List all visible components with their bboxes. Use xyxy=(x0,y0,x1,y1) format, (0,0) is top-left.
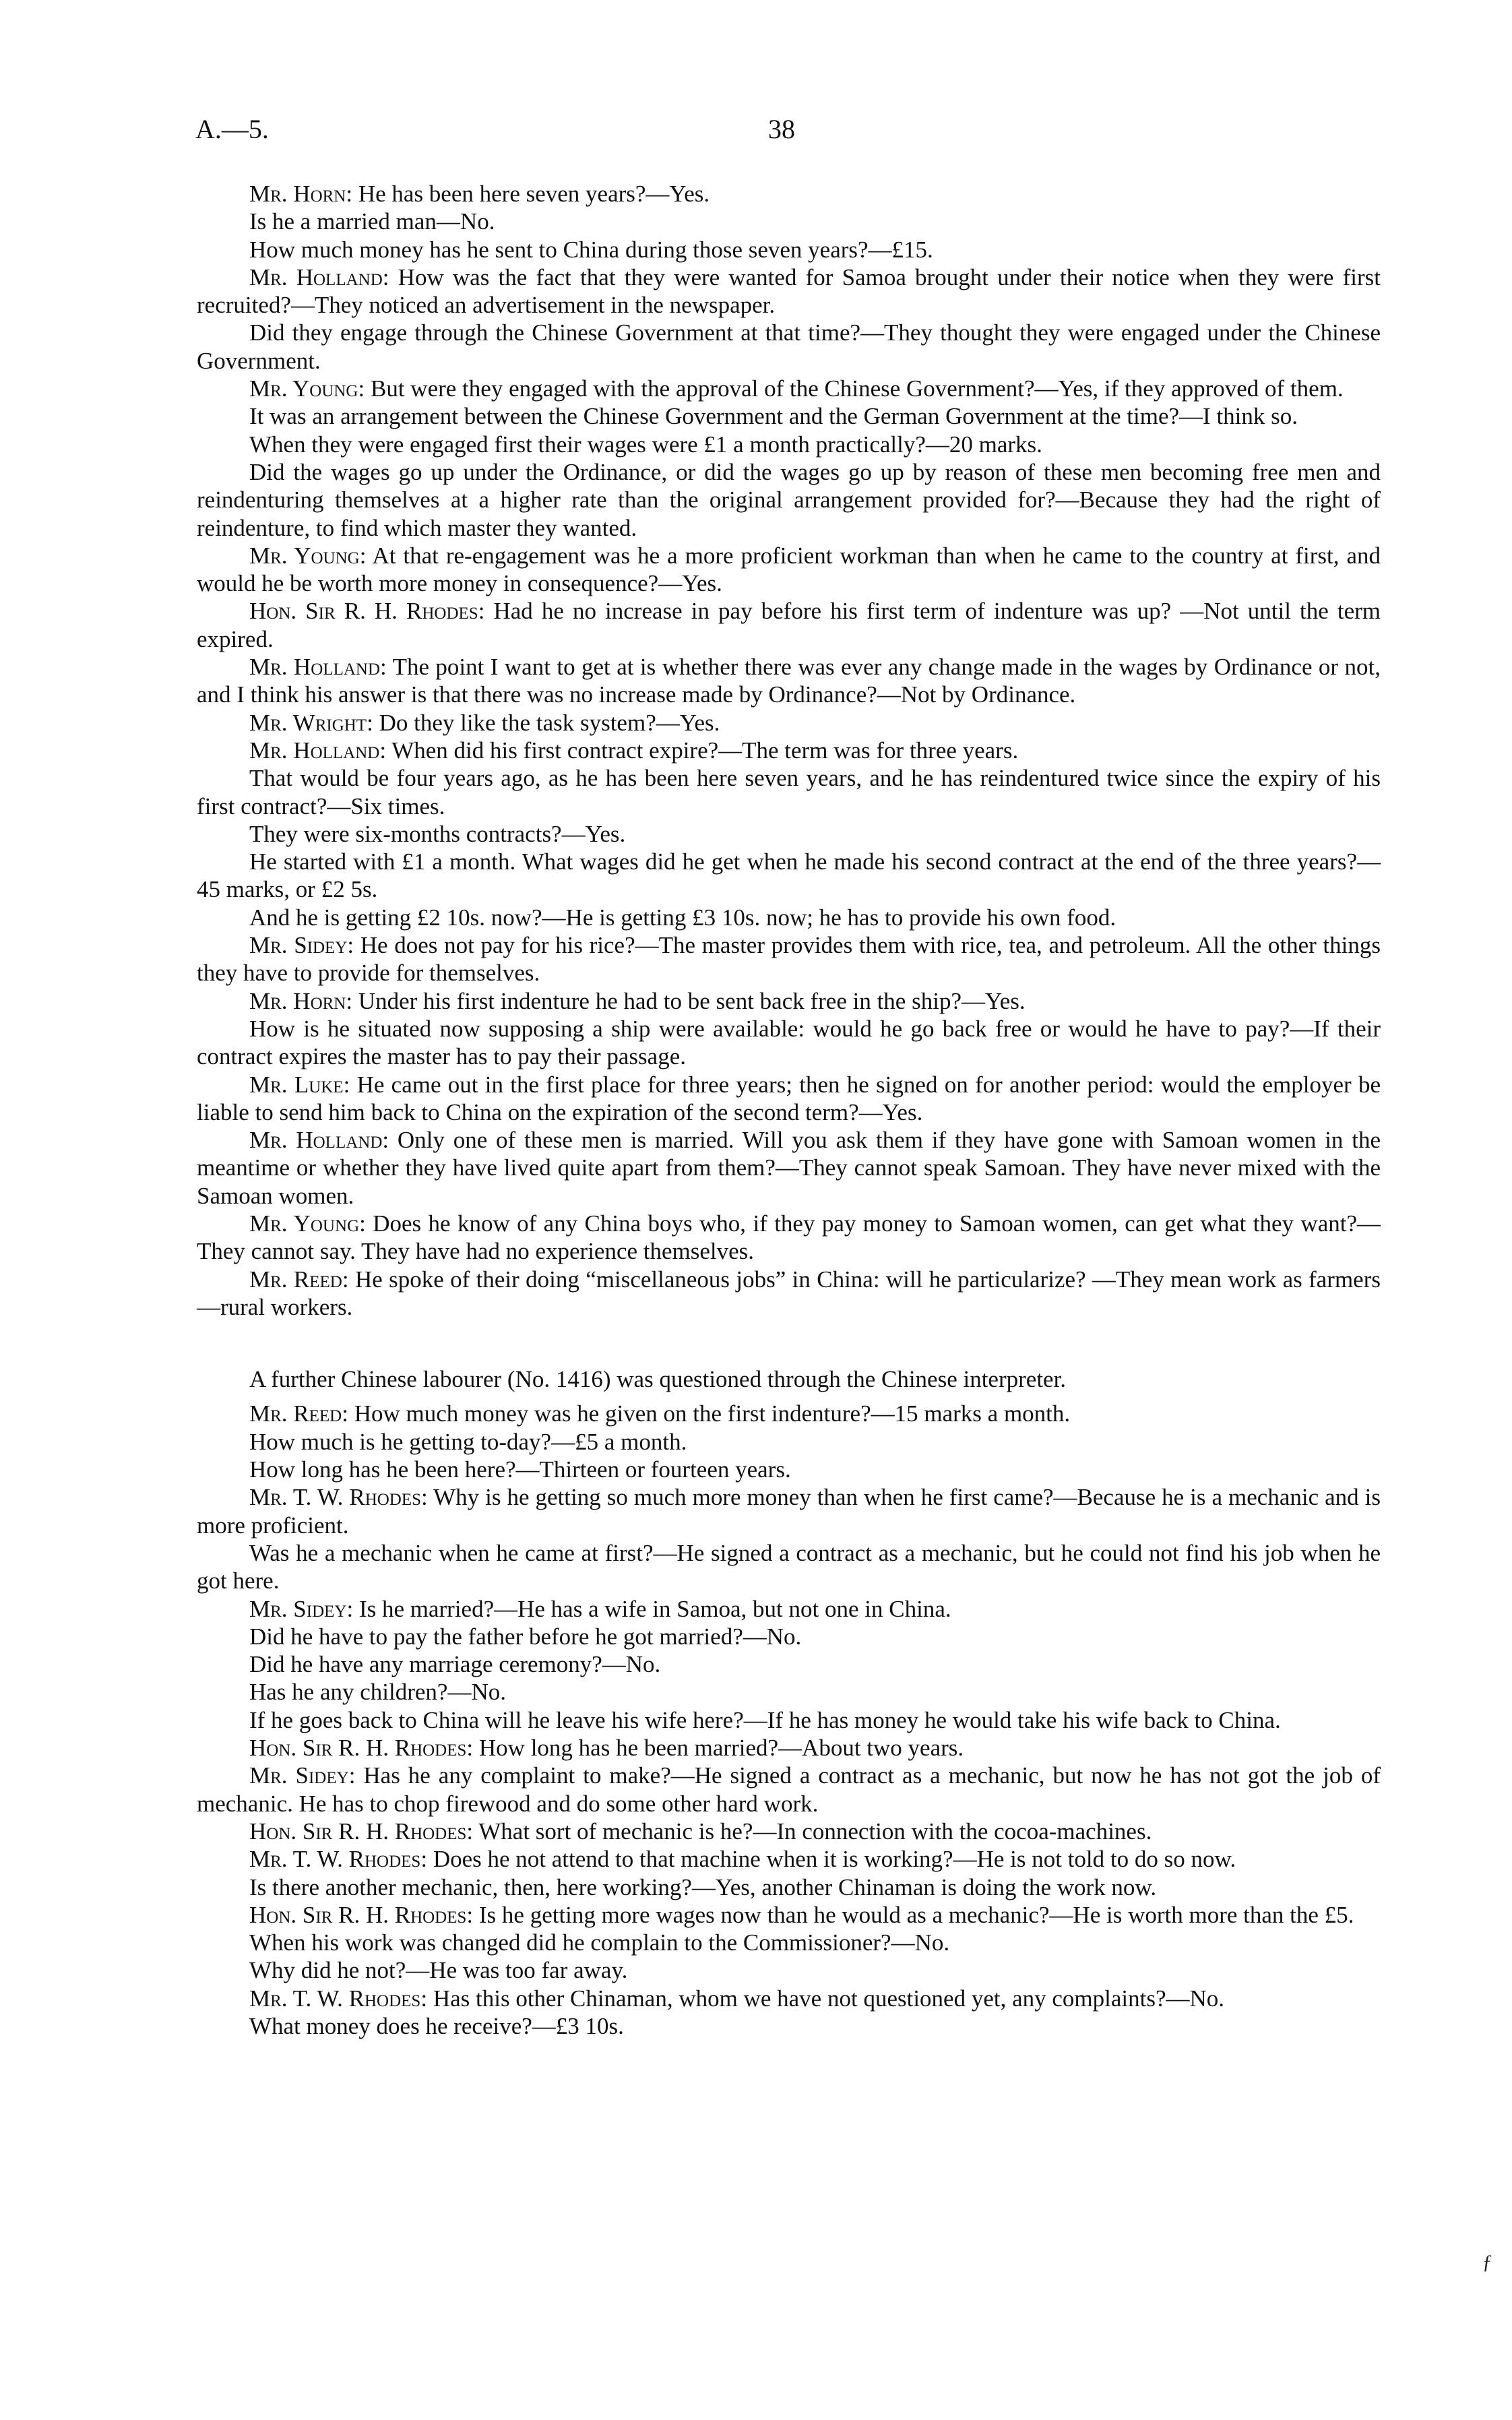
testimony-text: Is there another mechanic, then, here working?—Yes, another Chinaman is doing the work now. xyxy=(249,1873,1157,1900)
testimony-text: Has this other Chinaman, whom we have not questioned yet, any complaints?—No. xyxy=(433,1985,1225,2012)
testimony-paragraph xyxy=(197,458,1381,542)
testimony-text: How long has he been here?—Thirteen or fourteen years. xyxy=(249,1456,791,1483)
testimony-paragraph xyxy=(197,1873,1381,1901)
testimony-paragraph: Hon. Sir R. H. Rhodes: Is he getting more wages now than he would as a mechanic?—He is worth more than the £5. xyxy=(249,1901,1354,1928)
testimony-text: Does he not attend to that machine when it is working?—He is not told to do so now. xyxy=(433,1846,1236,1873)
speaker-name: Mr. Holland xyxy=(249,1127,383,1154)
testimony-paragraph xyxy=(197,848,1381,904)
testimony-paragraph xyxy=(197,1929,1381,1956)
testimony-text: He spoke of their doing “miscellaneous jobs” in China: will he particularize? —They mean work as farmers—rural workers. xyxy=(197,1266,1381,1320)
testimony-paragraph: Mr. T. W. Rhodes: Has this other Chinaman, whom we have not questioned yet, any complaints?—No. xyxy=(249,1985,1225,2012)
testimony-paragraph xyxy=(197,1015,1381,1071)
section-2-intro: A further Chinese labourer (No. 1416) was questioned through the Chinese interpreter. xyxy=(249,1366,1067,1393)
speaker-name: Hon. Sir R. H. Rhodes xyxy=(249,598,478,625)
speaker-name: Mr. Reed xyxy=(249,1266,342,1293)
speaker-name: Mr. Holland xyxy=(249,263,383,290)
testimony-paragraph xyxy=(197,1539,1381,1595)
speaker-name: Mr. Horn xyxy=(249,181,346,207)
testimony-text: How long has he been married?—About two years. xyxy=(478,1735,964,1762)
testimony-text: Do they like the task system?—Yes. xyxy=(379,709,720,736)
testimony-paragraph: Mr. Reed: How much money was he given on the first indenture?—15 marks a month. xyxy=(249,1400,1071,1427)
testimony-text: What sort of mechanic is he?—In connection with the cocoa-machines. xyxy=(478,1818,1152,1844)
speaker-name: Mr. Young xyxy=(249,375,358,402)
testimony-text: The point I want to get at is whether there was ever any change made in the wages by Ordinance or not, and I think his answer is that there was no increase made by Ordinance?—Not by Ordinance. xyxy=(197,654,1381,708)
testimony-paragraph: Mr. Horn: He has been here seven years?—Yes. xyxy=(249,181,710,207)
testimony-paragraph: Mr. Wright: Do they like the task system?—Yes. xyxy=(249,709,720,736)
testimony-text: Why did he not?—He was too far away. xyxy=(249,1957,628,1984)
testimony-text: How much is he getting to-day?—£5 a month. xyxy=(249,1428,687,1455)
testimony-paragraph: Mr. Holland: Only one of these men is married. Will you ask them if they have gone with Samoan women in the meantime or whether they have lived quite apart from them?—They cannot speak Samoan. They have never mixed with the Samoan women. xyxy=(197,1127,1381,1209)
testimony-text: It was an arrangement between the Chinese Government and the German Government at the time?—I think so. xyxy=(249,403,1298,430)
testimony-paragraph: Mr. Young: Does he know of any China boys who, if they pay money to Samoan women, can get what they want?—They cannot say. They have had no experience themselves. xyxy=(197,1210,1381,1265)
testimony-paragraph: Mr. Holland: When did his first contract expire?—The term was for three years. xyxy=(249,737,1019,764)
testimony-text: Did they engage through the Chinese Government at that time?—They thought they were engaged under the Chinese Government. xyxy=(197,319,1381,374)
speaker-name: Mr. Wright xyxy=(249,709,367,736)
testimony-paragraph xyxy=(197,1623,1381,1650)
testimony-text: How is he situated now supposing a ship were available: would he go back free or would he have to pay?—If their contract expires the master has to pay their passage. xyxy=(197,1015,1381,1070)
document-reference: A.—5. xyxy=(195,114,269,144)
testimony-section-1 xyxy=(197,180,1381,1321)
testimony-paragraph: Hon. Sir R. H. Rhodes: What sort of mechanic is he?—In connection with the cocoa-machines. xyxy=(249,1818,1152,1844)
testimony-text: What money does he receive?—£3 10s. xyxy=(249,2013,624,2039)
testimony-paragraph: Mr. Holland: How was the fact that they were wanted for Samoa brought under their notice when they were first recruited?—They noticed an advertisement in the newspaper. xyxy=(197,263,1381,319)
margin-mark: ƒ xyxy=(1482,2251,1492,2273)
speaker-name: Mr. Sidey xyxy=(249,932,348,959)
testimony-text: He does not pay for his rice?—The master provides them with rice, tea, and petroleum. All the other things they have to provide for themselves. xyxy=(197,932,1381,987)
testimony-paragraph xyxy=(197,319,1381,375)
testimony-paragraph xyxy=(197,1650,1381,1678)
testimony-text: Did he have any marriage ceremony?—No. xyxy=(249,1651,661,1678)
testimony-paragraph: Mr. Luke: He came out in the first place for three years; then he signed on for another period: would the employer be liable to send him back to China on the expiration of the second term?—Yes. xyxy=(197,1071,1381,1125)
testimony-text: He came out in the first place for three years; then he signed on for another period: would the employer be liable to send him back to China on the expiration of the second term?—Yes. xyxy=(197,1071,1381,1125)
testimony-paragraph xyxy=(197,208,1381,235)
testimony-paragraph: Mr. Young: At that re-engagement was he a more proficient workman than when he came to the country at first, and would he be worth more money in consequence?—Yes. xyxy=(197,542,1381,597)
testimony-paragraph: Mr. Holland: The point I want to get at is whether there was ever any change made in the wages by Ordinance or not, and I think his answer is that there was no increase made by Ordinance?—Not by Ordinance. xyxy=(197,654,1381,708)
speaker-name: Mr. Sidey xyxy=(249,1595,347,1622)
testimony-text: Did he have to pay the father before he got married?—No. xyxy=(249,1623,802,1650)
testimony-text: Only one of these men is married. Will you ask them if they have gone with Samoan women in the meantime or whether they have lived quite apart from them?—They cannot speak Samoan. They have never mixed with the Samoan women. xyxy=(197,1127,1381,1209)
testimony-paragraph xyxy=(197,764,1381,820)
speaker-name: Mr. Young xyxy=(249,1210,360,1237)
testimony-text: Has he any complaint to make?—He signed a contract as a mechanic, but now he has not got the job of mechanic. He has to chop firewood and do some other hard work. xyxy=(197,1762,1381,1817)
testimony-text: Had he no increase in pay before his first term of indenture was up? —Not until the term expired. xyxy=(197,598,1381,652)
testimony-paragraph: Mr. Young: But were they engaged with the approval of the Chinese Government?—Yes, if they approved of them. xyxy=(249,375,1344,402)
testimony-text: Was he a mechanic when he came at first?—He signed a contract as a mechanic, but he could not find his job when he got here. xyxy=(197,1539,1381,1594)
testimony-text: But were they engaged with the approval of the Chinese Government?—Yes, if they approved of them. xyxy=(370,375,1344,402)
testimony-text: He started with £1 a month. What wages did he get when he made his second contract at the end of the three years?—45 marks, or £2 5s. xyxy=(197,848,1381,903)
speaker-name: Mr. T. W. Rhodes xyxy=(249,1846,421,1873)
speaker-name: Mr. T. W. Rhodes xyxy=(249,1985,421,2012)
testimony-paragraph: Hon. Sir R. H. Rhodes: Had he no increase in pay before his first term of indenture was up? —Not until the term expired. xyxy=(197,598,1381,652)
testimony-text: At that re-engagement was he a more proficient workman than when he came to the country at first, and would he be worth more money in consequence?—Yes. xyxy=(197,542,1381,597)
speaker-name: Mr. Luke xyxy=(249,1071,344,1098)
testimony-text: Did the wages go up under the Ordinance, or did the wages go up by reason of these men becoming free men and reindenturing themselves at a higher rate than the original arrangement provided for?—Because they had the right of reindenture, to find which master they wanted. xyxy=(197,458,1381,541)
testimony-text: Is he married?—He has a wife in Samoa, but not one in China. xyxy=(358,1595,951,1622)
testimony-text: When they were engaged first their wages were £1 a month practically?—20 marks. xyxy=(249,431,1042,458)
page-number: 38 xyxy=(768,114,795,144)
testimony-text: That would be four years ago, as he has been here seven years, and he has reindentured twice since the expiry of his first contract?—Six times. xyxy=(197,765,1381,819)
testimony-paragraph xyxy=(197,820,1381,848)
testimony-text: Is he getting more wages now than he would as a mechanic?—He is worth more than the £5. xyxy=(478,1901,1354,1928)
testimony-paragraph: Mr. T. W. Rhodes: Does he not attend to that machine when it is working?—He is not told to do so now. xyxy=(249,1846,1236,1873)
section-gap xyxy=(197,1321,1381,1365)
testimony-paragraph xyxy=(197,1678,1381,1706)
testimony-text: And he is getting £2 10s. now?—He is getting £3 10s. now; he has to provide his own food. xyxy=(249,904,1116,931)
speaker-name: Mr. Horn xyxy=(249,987,346,1014)
testimony-section-2 xyxy=(197,1400,1381,2040)
testimony-text: Is he a married man—No. xyxy=(249,208,495,235)
testimony-paragraph: Mr. Reed: He spoke of their doing “miscellaneous jobs” in China: will he particularize? —They mean work as farmers—rural workers. xyxy=(197,1266,1381,1320)
speaker-name: Mr. Reed xyxy=(249,1400,342,1427)
testimony-text: When his work was changed did he complain to the Commissioner?—No. xyxy=(249,1929,950,1956)
testimony-text: How much money was he given on the first indenture?—15 marks a month. xyxy=(354,1400,1071,1427)
testimony-paragraph xyxy=(197,904,1381,931)
testimony-text: They were six-months contracts?—Yes. xyxy=(249,820,626,847)
testimony-text: When did his first contract expire?—The term was for three years. xyxy=(391,737,1019,764)
testimony-paragraph xyxy=(197,1706,1381,1734)
document-body xyxy=(197,180,1381,2040)
testimony-paragraph: Hon. Sir R. H. Rhodes: How long has he been married?—About two years. xyxy=(249,1735,964,1762)
speaker-name: Mr. Holland xyxy=(249,654,381,681)
testimony-paragraph: Mr. Sidey: Is he married?—He has a wife in Samoa, but not one in China. xyxy=(249,1595,951,1622)
testimony-paragraph xyxy=(197,1956,1381,1984)
testimony-paragraph xyxy=(197,1456,1381,1483)
testimony-text: Why is he getting so much more money than when he first came?—Because he is a mechanic and is more proficient. xyxy=(197,1484,1381,1539)
testimony-text: He has been here seven years?—Yes. xyxy=(358,181,710,207)
testimony-paragraph: Mr. Horn: Under his first indenture he had to be sent back free in the ship?—Yes. xyxy=(249,987,1026,1014)
testimony-text: Does he know of any China boys who, if they pay money to Samoan women, can get what they want?—They cannot say. They have had no experience themselves. xyxy=(197,1210,1381,1265)
speaker-name: Mr. Sidey xyxy=(249,1762,349,1789)
testimony-paragraph xyxy=(197,402,1381,430)
speaker-name: Hon. Sir R. H. Rhodes xyxy=(249,1818,467,1844)
testimony-paragraph xyxy=(197,1428,1381,1456)
testimony-paragraph: Mr. Sidey: He does not pay for his rice?—The master provides them with rice, tea, and petroleum. All the other things they have to provide for themselves. xyxy=(197,932,1381,987)
testimony-text: Has he any children?—No. xyxy=(249,1679,506,1706)
speaker-name: Mr. Holland xyxy=(249,737,380,764)
testimony-text: How was the fact that they were wanted for Samoa brought under their notice when they were first recruited?—They noticed an advertisement in the newspaper. xyxy=(197,263,1381,319)
testimony-paragraph: Mr. Sidey: Has he any complaint to make?—He signed a contract as a mechanic, but now he has not got the job of mechanic. He has to chop firewood and do some other hard work. xyxy=(197,1762,1381,1817)
speaker-name: Mr. T. W. Rhodes xyxy=(249,1484,422,1511)
testimony-text: If he goes back to China will he leave his wife here?—If he has money he would take his wife back to China. xyxy=(249,1706,1281,1733)
testimony-paragraph xyxy=(197,236,1381,263)
speaker-name: Mr. Young xyxy=(249,542,360,569)
testimony-paragraph xyxy=(197,431,1381,458)
speaker-name: Hon. Sir R. H. Rhodes xyxy=(249,1735,467,1762)
testimony-paragraph xyxy=(197,2012,1381,2040)
testimony-text: How much money has he sent to China during those seven years?—£15. xyxy=(249,236,933,263)
testimony-paragraph: Mr. T. W. Rhodes: Why is he getting so much more money than when he first came?—Because he is a mechanic and is more proficient. xyxy=(197,1484,1381,1539)
speaker-name: Hon. Sir R. H. Rhodes xyxy=(249,1901,467,1928)
testimony-text: Under his first indenture he had to be sent back free in the ship?—Yes. xyxy=(358,987,1026,1014)
